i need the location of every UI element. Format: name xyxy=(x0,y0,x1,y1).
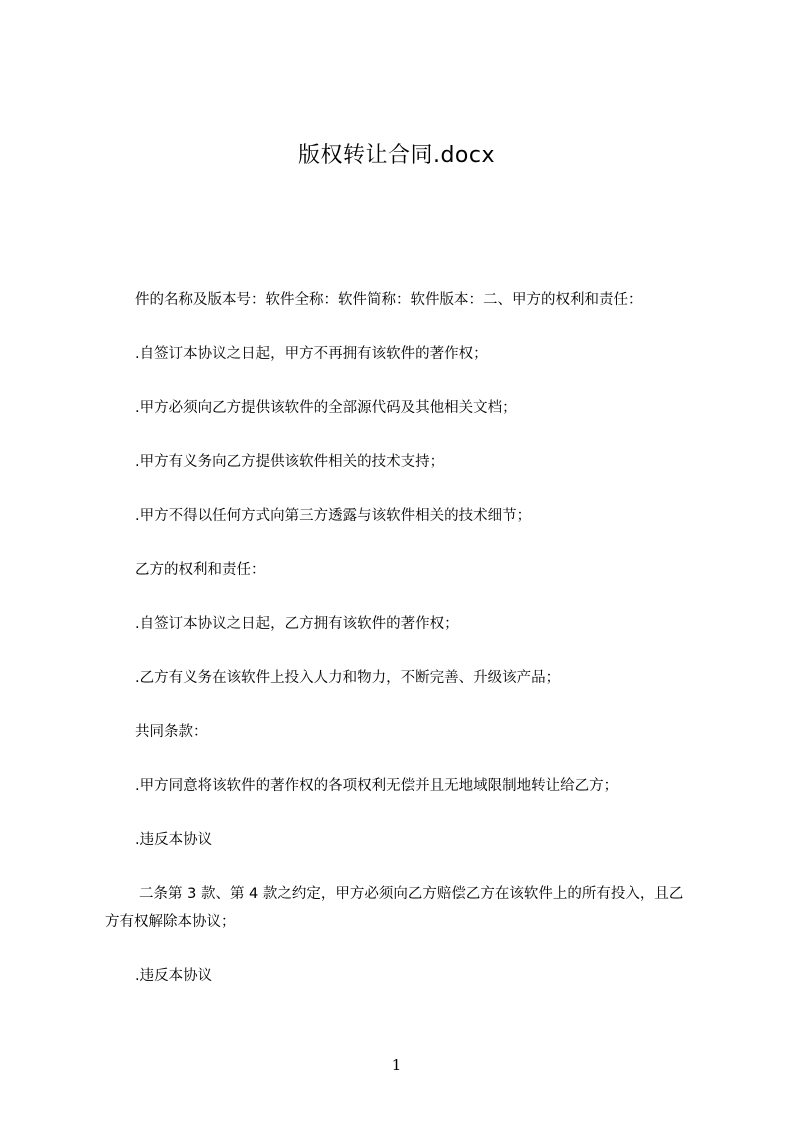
paragraph-party-a-copyright: .自签订本协议之日起，甲方不再拥有该软件的著作权； xyxy=(135,346,488,362)
paragraph-party-b-copyright: .自签订本协议之日起，乙方拥有该软件的著作权； xyxy=(135,616,459,632)
paragraph-software-info: 件的名称及版本号：软件全称：软件简称：软件版本：二、甲方的权利和责任： xyxy=(135,292,643,308)
paragraph-breach-2: .违反本协议 xyxy=(135,968,213,984)
paragraph-compensation: 二条第 3 款、第 4 款之约定，甲方必须向乙方赔偿乙方在该软件上的所有投入，且乙方有权解除本协议； xyxy=(105,886,684,930)
page-number: 1 xyxy=(391,1056,402,1074)
heading-common-terms: 共同条款： xyxy=(135,724,208,740)
paragraph-party-a-source-code: .甲方必须向乙方提供该软件的全部源代码及其他相关文档； xyxy=(135,400,517,416)
paragraph-party-a-support: .甲方有义务向乙方提供该软件相关的技术支持； xyxy=(135,454,445,470)
document-body xyxy=(105,286,695,1016)
heading-party-b-rights: 乙方的权利和责任： xyxy=(135,562,266,578)
paragraph-party-a-confidentiality: .甲方不得以任何方式向第三方透露与该软件相关的技术细节； xyxy=(135,508,532,524)
document-title: 版权转让合同.docx xyxy=(297,143,496,168)
paragraph-breach-1: .违反本协议 xyxy=(135,832,213,848)
paragraph-party-b-investment: .乙方有义务在该软件上投入人力和物力，不断完善、升级该产品； xyxy=(135,670,561,686)
paragraph-transfer-agreement: .甲方同意将该软件的著作权的各项权利无偿并且无地域限制地转让给乙方； xyxy=(135,778,619,794)
